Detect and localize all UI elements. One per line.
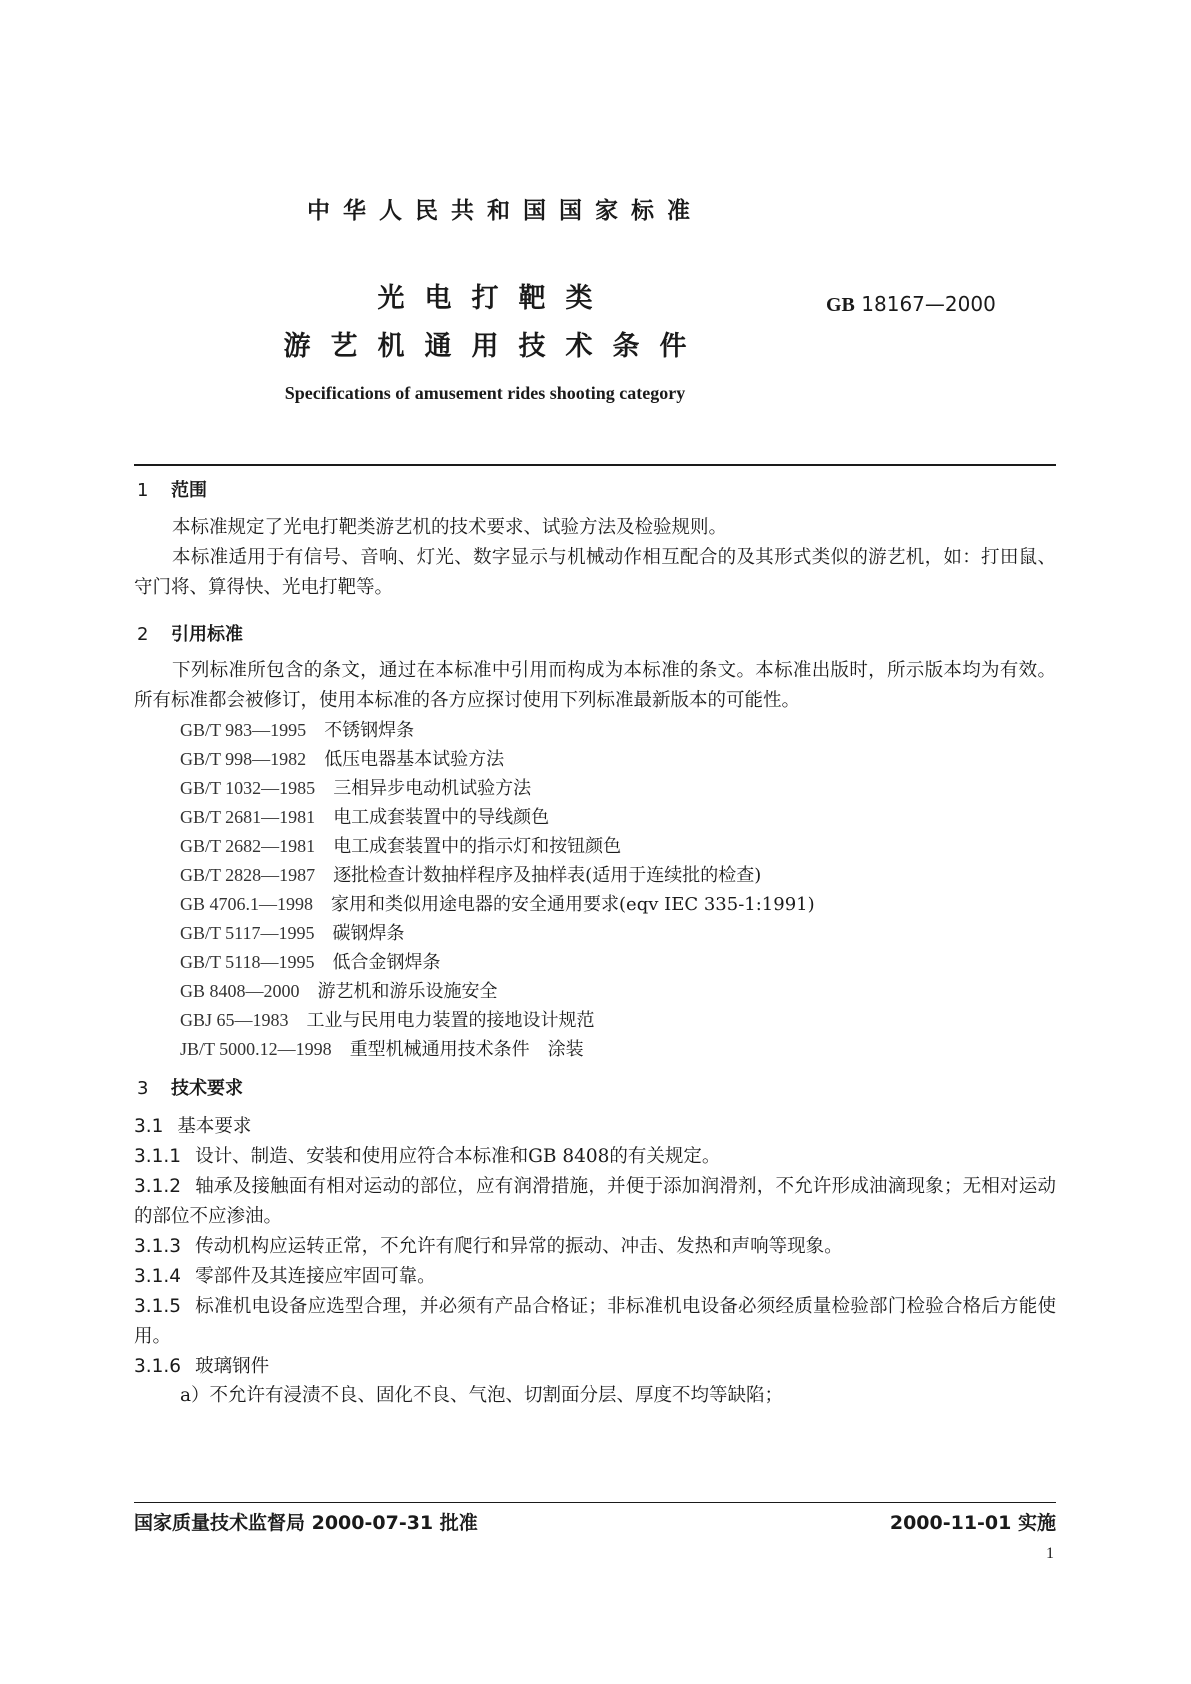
reference-item: GB/T 5117—1995 碳钢焊条 [180, 923, 405, 944]
national-standard-heading: 中华人民共和国国家标准 [307, 198, 703, 224]
reference-item: GB/T 2828—1987 逐批检查计数抽样程序及抽样表(适用于连续批的检查) [180, 865, 762, 886]
reference-item: GB/T 2681—1981 电工成套装置中的导线颜色 [180, 807, 550, 828]
reference-item: GB/T 5118—1995 低合金钢焊条 [180, 952, 441, 973]
clause: 3.1.5 标准机电设备应选型合理，并必须有产品合格证；非标准机电设备必须经质量检验部门检验合格后方能使用。 [134, 1296, 1056, 1347]
clause: 3.1.1 设计、制造、安装和使用应符合本标准和GB 8408的有关规定。 [134, 1146, 721, 1167]
reference-item: GB/T 2682—1981 电工成套装置中的指示灯和按钮颜色 [180, 836, 622, 857]
section-2-heading [137, 620, 243, 646]
clause: 3.1.3 传动机构应运转正常，不允许有爬行和异常的振动、冲击、发热和声响等现象。 [134, 1236, 843, 1257]
paragraph: 本标准规定了光电打靶类游艺机的技术要求、试验方法及检验规则。 [172, 517, 728, 538]
reference-item: GB/T 1032—1985 三相异步电动机试验方法 [180, 778, 532, 799]
reference-item: GBJ 65—1983 工业与民用电力装置的接地设计规范 [180, 1010, 595, 1031]
section-number: 2 [137, 624, 149, 645]
list-item-a: a）不允许有浸渍不良、固化不良、气泡、切割面分层、厚度不均等缺陷； [180, 1385, 784, 1406]
section-number: 1 [137, 480, 149, 501]
section-title: 技术要求 [171, 1078, 243, 1099]
document-title-line2: 游艺机通用技术条件 [283, 331, 707, 362]
section-number: 3 [137, 1078, 149, 1099]
standard-code [826, 292, 996, 317]
clause: 3.1.2 轴承及接触面有相对运动的部位，应有润滑措施，并便于添加润滑剂，不允许形成油滴现象；无相对运动的部位不应渗油。 [134, 1176, 1056, 1227]
reference-item: GB 8408—2000 游艺机和游乐设施安全 [180, 981, 498, 1002]
section-title: 范围 [171, 480, 207, 501]
clause: 3.1 基本要求 [134, 1116, 252, 1137]
standard-code-prefix: GB [826, 294, 855, 316]
reference-item: GB 4706.1—1998 家用和类似用途电器的安全通用要求(eqv IEC 335-1:1991) [180, 894, 815, 915]
reference-item: GB/T 998—1982 低压电器基本试验方法 [180, 749, 505, 770]
english-subtitle: Specifications of amusement rides shooting category [284, 383, 686, 403]
implementation-date: 2000-11-01 实施 [889, 1512, 1056, 1534]
section-title: 引用标准 [171, 624, 243, 645]
approval-date: 国家质量技术监督局 2000-07-31 批准 [134, 1512, 478, 1534]
reference-item: JB/T 5000.12—1998 重型机械通用技术条件 涂装 [180, 1039, 584, 1060]
reference-item: GB/T 983—1995 不锈钢焊条 [180, 720, 415, 741]
footer-divider [134, 1502, 1056, 1503]
standard-code-number: 18167—2000 [861, 292, 996, 316]
header-divider [134, 464, 1056, 466]
clause: 3.1.6 玻璃钢件 [134, 1356, 270, 1377]
paragraph: 本标准适用于有信号、音响、灯光、数字显示与机械动作相互配合的及其形式类似的游艺机，如：打田鼠、守门将、算得快、光电打靶等。 [134, 547, 1056, 598]
page-number: 1 [1046, 1545, 1054, 1562]
section-1-heading [137, 476, 207, 502]
paragraph: 下列标准所包含的条文，通过在本标准中引用而构成为本标准的条文。本标准出版时，所示版本均为有效。所有标准都会被修订，使用本标准的各方应探讨使用下列标准最新版本的可能性。 [134, 660, 1056, 711]
clause: 3.1.4 零部件及其连接应牢固可靠。 [134, 1266, 436, 1287]
section-3-heading [137, 1074, 243, 1100]
document-title-line1: 光电打靶类 [377, 283, 613, 314]
